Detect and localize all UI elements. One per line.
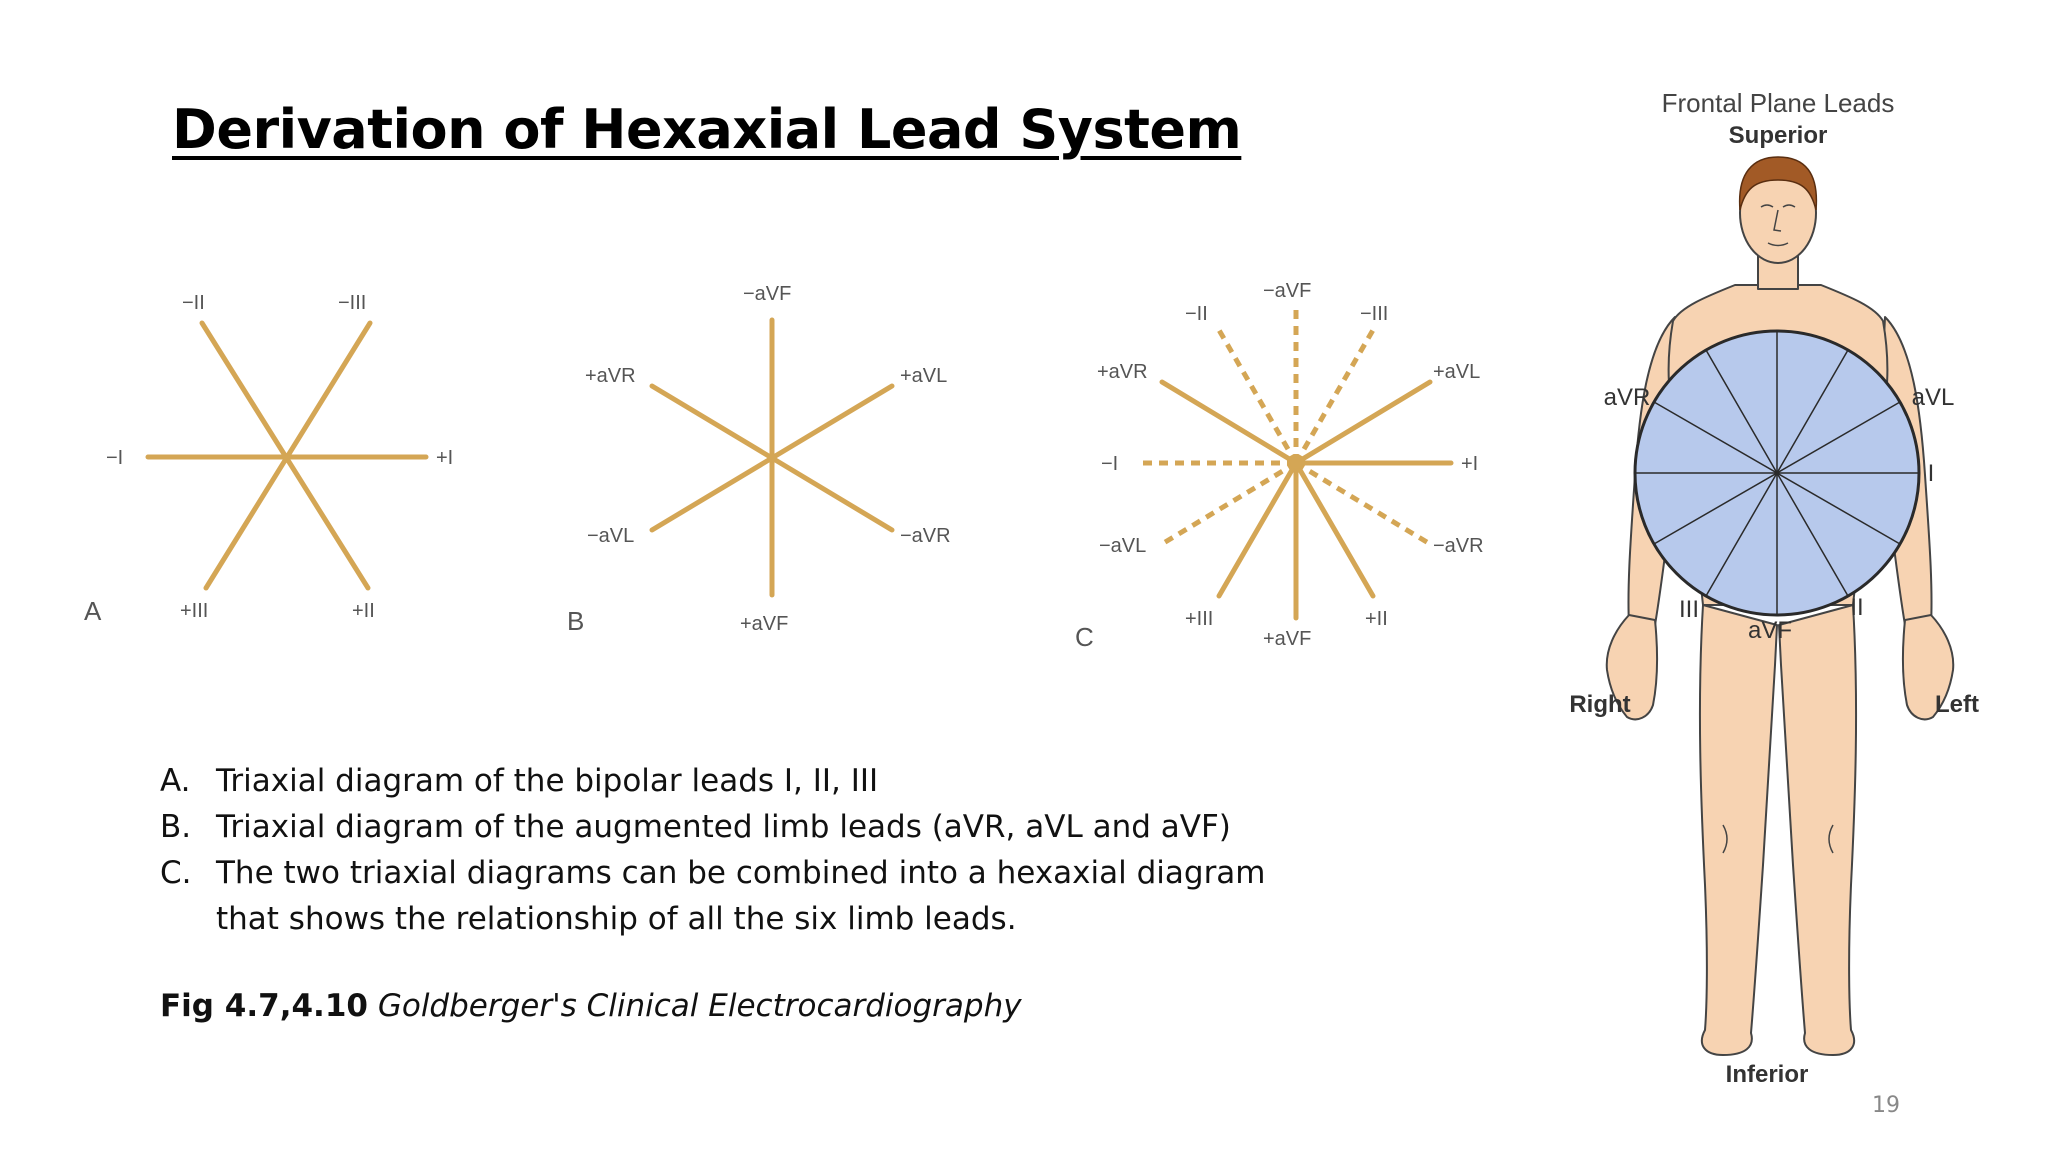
frontal-plane-figure (1555, 85, 2025, 1085)
lead-label-iii: III (1678, 596, 1700, 623)
caption-text: Triaxial diagram of the augmented limb leads (aVR, aVL and aVF) (216, 809, 1231, 845)
lead-label-avf: aVF (1747, 617, 1793, 644)
label-neg-avf: −aVF (1263, 280, 1312, 302)
caption-item-c (160, 850, 1316, 942)
label-pos-avf: +aVF (1263, 628, 1312, 650)
label-neg-ii: −II (1185, 303, 1208, 325)
label-pos-ii: +II (1365, 608, 1388, 630)
right-leg (1700, 605, 1777, 1055)
figure-number: Fig 4.7,4.10 (160, 988, 368, 1024)
slide-title: Derivation of Hexaxial Lead System (172, 98, 1242, 161)
label-pos-avl: +aVL (1433, 361, 1481, 383)
right-label: Right (1569, 691, 1631, 718)
label-neg-avl: −aVL (587, 525, 635, 547)
label-neg-avf: −aVF (743, 283, 792, 305)
superior-label: Superior (1728, 122, 1828, 149)
lead-label-avr: aVR (1603, 384, 1651, 411)
caption-item-a (160, 758, 1316, 804)
neg-avr-axis (1296, 463, 1430, 544)
label-neg-iii: −III (338, 292, 367, 314)
caption-text: Triaxial diagram of the bipolar leads I, II, III (216, 763, 879, 799)
lead-label-ii: II (1850, 594, 1864, 621)
page-number: 19 (1872, 1093, 1900, 1118)
figure-reference (160, 988, 1022, 1024)
book-title: Goldberger's Clinical Electrocardiography (377, 988, 1022, 1024)
caption-text: The two triaxial diagrams can be combined into a hexaxial diagram that shows the relationship of all the six limb leads. (216, 855, 1266, 937)
label-pos-iii: +III (1185, 608, 1214, 630)
triaxial-bipolar-diagram (70, 270, 490, 640)
neg-iii-axis (1296, 330, 1373, 463)
panel-letter-c: C (1075, 622, 1094, 652)
label-neg-avr: −aVR (900, 525, 951, 547)
label-pos-avf: +aVF (740, 613, 789, 635)
pos-ii-axis (1296, 463, 1373, 596)
pos-iii-axis (1219, 463, 1296, 596)
caption-letter: A. (160, 763, 191, 799)
label-pos-avl: +aVL (900, 365, 948, 387)
lead-label-avl: aVL (1911, 384, 1955, 411)
label-neg-i: −I (106, 447, 124, 469)
label-neg-i: −I (1101, 453, 1119, 475)
label-pos-i: +I (1461, 453, 1479, 475)
hexaxial-center (1290, 457, 1302, 469)
label-neg-ii: −II (182, 292, 205, 314)
hexaxial-diagram (1075, 270, 1515, 660)
caption-letter: B. (160, 809, 192, 845)
caption-letter: C. (160, 855, 192, 891)
neg-avl-axis (1162, 463, 1296, 544)
neg-ii-axis (1219, 330, 1296, 463)
label-pos-ii: +II (352, 600, 375, 622)
left-leg (1779, 605, 1856, 1055)
frontal-plane-title: Frontal Plane Leads (1661, 88, 1895, 118)
panel-letter-b: B (567, 606, 585, 636)
inferior-label: Inferior (1725, 1061, 1809, 1085)
pos-avl-axis (1296, 382, 1430, 463)
label-pos-avr: +aVR (585, 365, 636, 387)
label-pos-avr: +aVR (1097, 361, 1148, 383)
caption-list (160, 758, 1316, 942)
label-pos-iii: +III (180, 600, 209, 622)
lead-label-i: I (1927, 460, 1935, 487)
triaxial-augmented-diagram (555, 270, 995, 650)
left-label: Left (1935, 691, 1979, 718)
label-neg-iii: −III (1360, 303, 1389, 325)
panel-letter-a: A (84, 596, 102, 626)
pos-avr-axis (1162, 382, 1296, 463)
label-neg-avl: −aVL (1099, 535, 1147, 557)
label-pos-i: +I (436, 447, 454, 469)
label-neg-avr: −aVR (1433, 535, 1484, 557)
caption-item-b (160, 804, 1316, 850)
lead-circle (1635, 331, 1919, 615)
